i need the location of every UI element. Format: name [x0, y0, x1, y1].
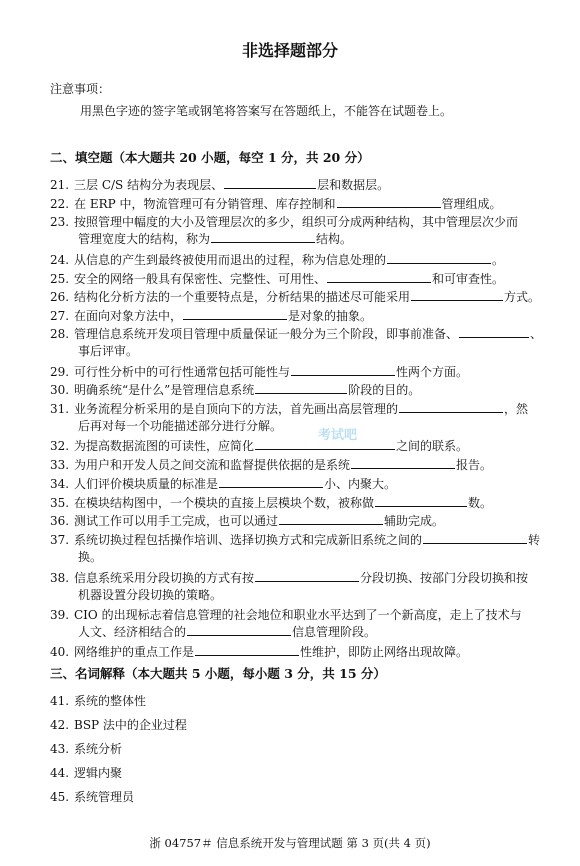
question-number: 37.: [50, 533, 70, 547]
question-number: 36.: [50, 514, 70, 528]
answer-blank[interactable]: [279, 513, 383, 525]
answer-blank[interactable]: [291, 364, 395, 376]
question-number: 25.: [50, 272, 70, 286]
answer-blank[interactable]: [423, 532, 527, 544]
question-number: 30.: [50, 383, 70, 397]
question-number: 23.: [50, 215, 70, 229]
question-21: [50, 177, 550, 194]
question-text: 性维护，即防止网络出现故障。: [300, 645, 469, 659]
question-text: 性两个方面。: [396, 365, 469, 379]
question-text: 测试工作可以用手工完成，也可以通过: [74, 514, 279, 528]
question-text: 。: [492, 253, 505, 267]
question-text: 管理宽度大的结构，称为: [78, 232, 211, 246]
question-number: 32.: [50, 439, 70, 453]
term-text: 系统的整体性: [74, 694, 147, 708]
answer-blank[interactable]: [224, 177, 316, 189]
notice-heading: 注意事项：: [50, 82, 111, 96]
notice-text: 用黑色字迹的签字笔或钢笔将答案写在答题纸上，不能答在试题卷上。: [80, 104, 453, 118]
question-text: 方式。: [504, 290, 541, 304]
question-38: [50, 570, 550, 604]
question-36: [50, 513, 550, 530]
question-text: 机器设置分段切换的策略。: [78, 588, 223, 602]
question-26: [50, 289, 550, 306]
answer-blank[interactable]: [351, 457, 455, 469]
question-text: 结构化分析方法的一个重要特点是，分析结果的描述尽可能采用: [74, 290, 411, 304]
question-text: 辅助完成。: [384, 514, 445, 528]
question-text: 分段切换、按部门分段切换和按: [360, 571, 529, 585]
question-number: 38.: [50, 571, 70, 585]
question-text: 结构。: [316, 232, 353, 246]
answer-blank[interactable]: [211, 231, 315, 243]
question-29: [50, 364, 550, 381]
question-text: 信息管理阶段。: [292, 625, 377, 639]
question-number: 27.: [50, 309, 70, 323]
question-text: 管理组成。: [441, 197, 502, 211]
term-43: [50, 741, 550, 758]
question-text: 三层 C/S 结构分为表现层、: [74, 178, 224, 192]
answer-blank[interactable]: [387, 252, 491, 264]
question-35: [50, 495, 550, 512]
question-37: [50, 532, 550, 566]
question-text: 小、内聚大。: [324, 477, 397, 491]
answer-blank[interactable]: [219, 476, 323, 488]
term-text: 逻辑内聚: [74, 766, 123, 780]
question-number: 21.: [50, 178, 70, 192]
question-32: [50, 438, 550, 455]
question-text: 人们评价模块质量的标准是: [74, 477, 219, 491]
question-40: [50, 644, 550, 661]
answer-blank[interactable]: [411, 289, 503, 301]
question-number: 24.: [50, 253, 70, 267]
watermark-logo: 考试吧: [318, 428, 358, 443]
section-heading-terms: 三、名词解释（本大题共 5 小题，每小题 3 分，共 15 分）: [50, 666, 386, 681]
question-text: 在面向对象方法中，: [74, 309, 183, 323]
question-number: 41.: [50, 694, 70, 708]
question-text: 层和数据层。: [317, 178, 390, 192]
section-heading-fill-in: 二、填空题（本大题共 20 小题，每空 1 分，共 20 分）: [50, 150, 370, 165]
question-text: 人文、经济相结合的: [78, 625, 187, 639]
question-number: 33.: [50, 458, 70, 472]
question-31: [50, 401, 550, 435]
question-28: [50, 326, 550, 360]
question-22: [50, 196, 550, 213]
answer-blank[interactable]: [195, 644, 299, 656]
question-text: CIO 的出现标志着信息管理的社会地位和职业水平达到了一个新高度，走上了技术与: [74, 608, 522, 622]
question-text: ，然: [504, 402, 529, 416]
question-text: 按照管理中幅度的大小及管理层次的多少，组织可分成两种结构，其中管理层次少而: [74, 215, 519, 229]
question-text: 网络维护的重点工作是: [74, 645, 195, 659]
question-number: 45.: [50, 790, 70, 804]
question-34: [50, 476, 550, 493]
term-text: 系统管理员: [74, 790, 135, 804]
question-number: 44.: [50, 766, 70, 780]
term-text: BSP 法中的企业过程: [74, 718, 187, 732]
question-text: 转: [528, 533, 541, 547]
question-text: 系统切换过程包括操作培训、选择切换方式和完成新旧系统之间的: [74, 533, 423, 547]
question-text: 业务流程分析采用的是自顶向下的方法，首先画出高层管理的: [74, 402, 399, 416]
question-33: [50, 457, 550, 474]
answer-blank[interactable]: [459, 326, 529, 338]
question-23: [50, 214, 550, 248]
question-text: 可行性分析中的可行性通常包括可能性与: [74, 365, 291, 379]
question-text: 阶段的目的。: [348, 383, 421, 397]
question-text: 数。: [468, 496, 493, 510]
question-text: 事后评审。: [78, 344, 139, 358]
answer-blank[interactable]: [187, 624, 291, 636]
answer-blank[interactable]: [337, 196, 441, 208]
question-number: 29.: [50, 365, 70, 379]
question-text: 换。: [78, 550, 103, 564]
term-44: [50, 765, 550, 782]
question-number: 42.: [50, 718, 70, 732]
answer-blank[interactable]: [183, 308, 287, 320]
question-text: 和可审查性。: [432, 272, 505, 286]
question-number: 39.: [50, 608, 70, 622]
question-number: 31.: [50, 402, 70, 416]
question-30: [50, 382, 550, 399]
term-45: [50, 789, 550, 806]
page-footer: 浙 04757＃ 信息系统开发与管理试题 第 3 页(共 4 页): [149, 836, 431, 850]
page-title: 非选择题部分: [241, 41, 338, 60]
answer-blank[interactable]: [327, 271, 431, 283]
question-number: 43.: [50, 742, 70, 756]
question-text: 为提高数据流图的可读性，应简化: [74, 439, 255, 453]
question-number: 22.: [50, 197, 70, 211]
question-25: [50, 271, 550, 288]
answer-blank[interactable]: [255, 570, 359, 582]
term-41: [50, 693, 550, 710]
question-24: [50, 252, 550, 269]
question-text: 在 ERP 中，物流管理可有分销管理、库存控制和: [74, 197, 336, 211]
question-text: 在模块结构图中，一个模块的直接上层模块个数，被称做: [74, 496, 375, 510]
question-text: 管理信息系统开发项目管理中质量保证一般分为三个阶段，即事前准备、: [74, 327, 459, 341]
question-text: 后再对每一个功能描述部分进行分解。: [78, 419, 283, 433]
question-text: 信息系统采用分段切换的方式有按: [74, 571, 255, 585]
question-number: 40.: [50, 645, 70, 659]
term-text: 系统分析: [74, 742, 123, 756]
question-text: 安全的网络一般具有保密性、完整性、可用性、: [74, 272, 327, 286]
term-42: [50, 717, 550, 734]
answer-blank[interactable]: [255, 382, 347, 394]
question-text: 之间的联系。: [396, 439, 469, 453]
question-text: 报告。: [456, 458, 493, 472]
question-text: 是对象的抽象。: [288, 309, 373, 323]
answer-blank[interactable]: [399, 401, 503, 413]
answer-blank[interactable]: [375, 495, 467, 507]
question-text: 从信息的产生到最终被使用而退出的过程，称为信息处理的: [74, 253, 387, 267]
question-27: [50, 308, 550, 325]
question-text: 、: [530, 327, 543, 341]
question-number: 35.: [50, 496, 70, 510]
question-number: 28.: [50, 327, 70, 341]
question-number: 34.: [50, 477, 70, 491]
question-39: [50, 607, 550, 641]
question-text: 明确系统“是什么”是管理信息系统: [74, 383, 255, 397]
question-text: 为用户和开发人员之间交流和监督提供依据的是系统: [74, 458, 351, 472]
question-number: 26.: [50, 290, 70, 304]
